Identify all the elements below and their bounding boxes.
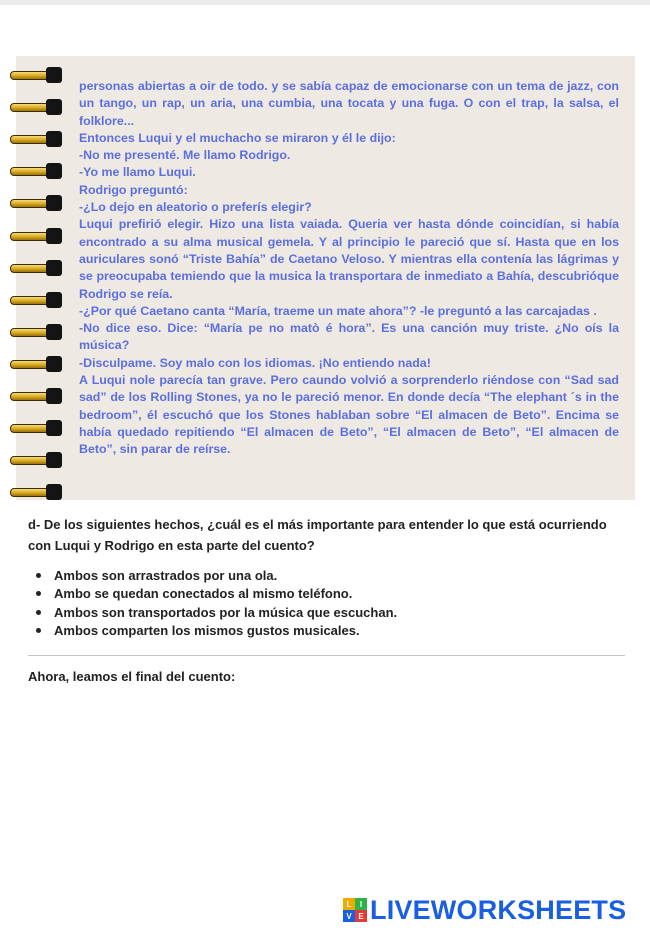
brand-logo[interactable]: [343, 896, 626, 924]
story-paragraph: Luqui prefirió elegir. Hizo una lista vaiada. Queria ver hasta dónde coincidían, si había encontrado a su alma musical gemela. Y al principio le pareció que sí. Hasta que en los auriculares sonó “Triste Bahía” de Caetano Veloso. Y mientras ella contenía las lágrimas y se preocupaba temiendo que la musica la transportara de inmediato a Bahía, descubrióque Rodrigo se reía.: [79, 217, 619, 301]
divider: [28, 655, 625, 656]
notebook-spiral-ring-icon: [10, 260, 72, 276]
notebook-spiral-ring-icon: [10, 228, 72, 244]
story-paragraph: Entonces Luqui y el muchacho se miraron y él le dijo:: [79, 130, 396, 145]
notebook-spiral: [16, 56, 76, 500]
notebook-spiral-ring-icon: [10, 356, 72, 372]
logo-letter: L: [343, 898, 355, 910]
story-paragraph: Rodrigo preguntó:: [79, 182, 188, 197]
bullet-icon: [36, 591, 41, 596]
notebook-spiral-ring-icon: [10, 99, 72, 115]
bullet-icon: [36, 628, 41, 633]
answer-option-label: Ambos son arrastrados por una ola.: [54, 568, 278, 583]
answer-option-label: Ambos comparten los mismos gustos musicales.: [54, 623, 360, 639]
story-paragraph: A Luqui nole parecía tan grave. Pero caundo volvió a sorprenderlo riéndose con “Sad sad sad” de los Rolling Stones, ya no le pareció menor. En donde decía “The elephant ´s in the bedroom”, él escuchó que los Stones hablaban sobre “El almacen de Beto”. Encima se había quedado repitiendo “El almacen de Beto”, “El almacen de Beto”, “El almacen de Beto”, sin parar de reírse.: [79, 373, 619, 457]
bullet-icon: [36, 573, 41, 578]
answer-options: [36, 567, 397, 641]
answer-option[interactable]: [36, 622, 397, 640]
notebook-spiral-ring-icon: [10, 324, 72, 340]
story-paragraph: -Disculpame. Soy malo con los idiomas. ¡No entiendo nada!: [79, 355, 431, 370]
story-paragraph: personas abiertas a oir de todo. y se sabía capaz de emocionarse con un tema de jazz, con un tango, un rap, un aria, una cumbia, una tocata y una fuga. O con el trap, la salsa, el folklore...: [79, 79, 619, 128]
story-paragraph: -¿Lo dejo en aleatorio o preferís elegir?: [79, 200, 312, 215]
top-edge: [0, 0, 650, 5]
notebook-spiral-ring-icon: [10, 163, 72, 179]
answer-option-label: Ambo se quedan conectados al mismo teléfono.: [54, 586, 353, 602]
logo-letter: V: [343, 910, 355, 922]
answer-option[interactable]: [36, 604, 397, 622]
notebook-spiral-ring-icon: [10, 452, 72, 468]
bullet-icon: [36, 610, 41, 615]
story-paragraph: -Yo me llamo Luqui.: [79, 165, 196, 180]
notebook-spiral-ring-icon: [10, 420, 72, 436]
notebook-spiral-ring-icon: [10, 388, 72, 404]
logo-letter: E: [355, 910, 367, 922]
notebook-spiral-ring-icon: [10, 195, 72, 211]
answer-option[interactable]: [36, 567, 397, 585]
notebook-spiral-ring-icon: [10, 67, 72, 83]
notebook-card: [16, 56, 635, 500]
answer-option[interactable]: [36, 585, 397, 603]
story-paragraph: -¿Por qué Caetano canta “María, traeme un mate ahora”? -le preguntó a las carcajadas .: [79, 303, 597, 318]
notebook-spiral-ring-icon: [10, 484, 72, 500]
logo-letter: I: [355, 898, 367, 910]
closing-text: Ahora, leamos el final del cuento:: [28, 669, 236, 684]
question-text: d- De los siguientes hechos, ¿cuál es el más importante para entender lo que está ocurriendo con Luqui y Rodrigo en esta parte del cuento?: [28, 517, 607, 553]
story-text: [79, 78, 619, 459]
notebook-spiral-ring-icon: [10, 131, 72, 147]
answer-option-label: Ambos son transportados por la música que escuchan.: [54, 604, 398, 620]
notebook-spiral-ring-icon: [10, 292, 72, 308]
brand-name: LIVEWORKSHEETS: [370, 894, 627, 925]
liveworksheets-logo-icon: [343, 898, 367, 922]
story-paragraph: -No me presenté. Me llamo Rodrigo.: [79, 148, 291, 163]
story-paragraph: -No dice eso. Dice: “María pe no matò é hora”. Es una canción muy triste. ¿No oís la música?: [79, 321, 619, 353]
